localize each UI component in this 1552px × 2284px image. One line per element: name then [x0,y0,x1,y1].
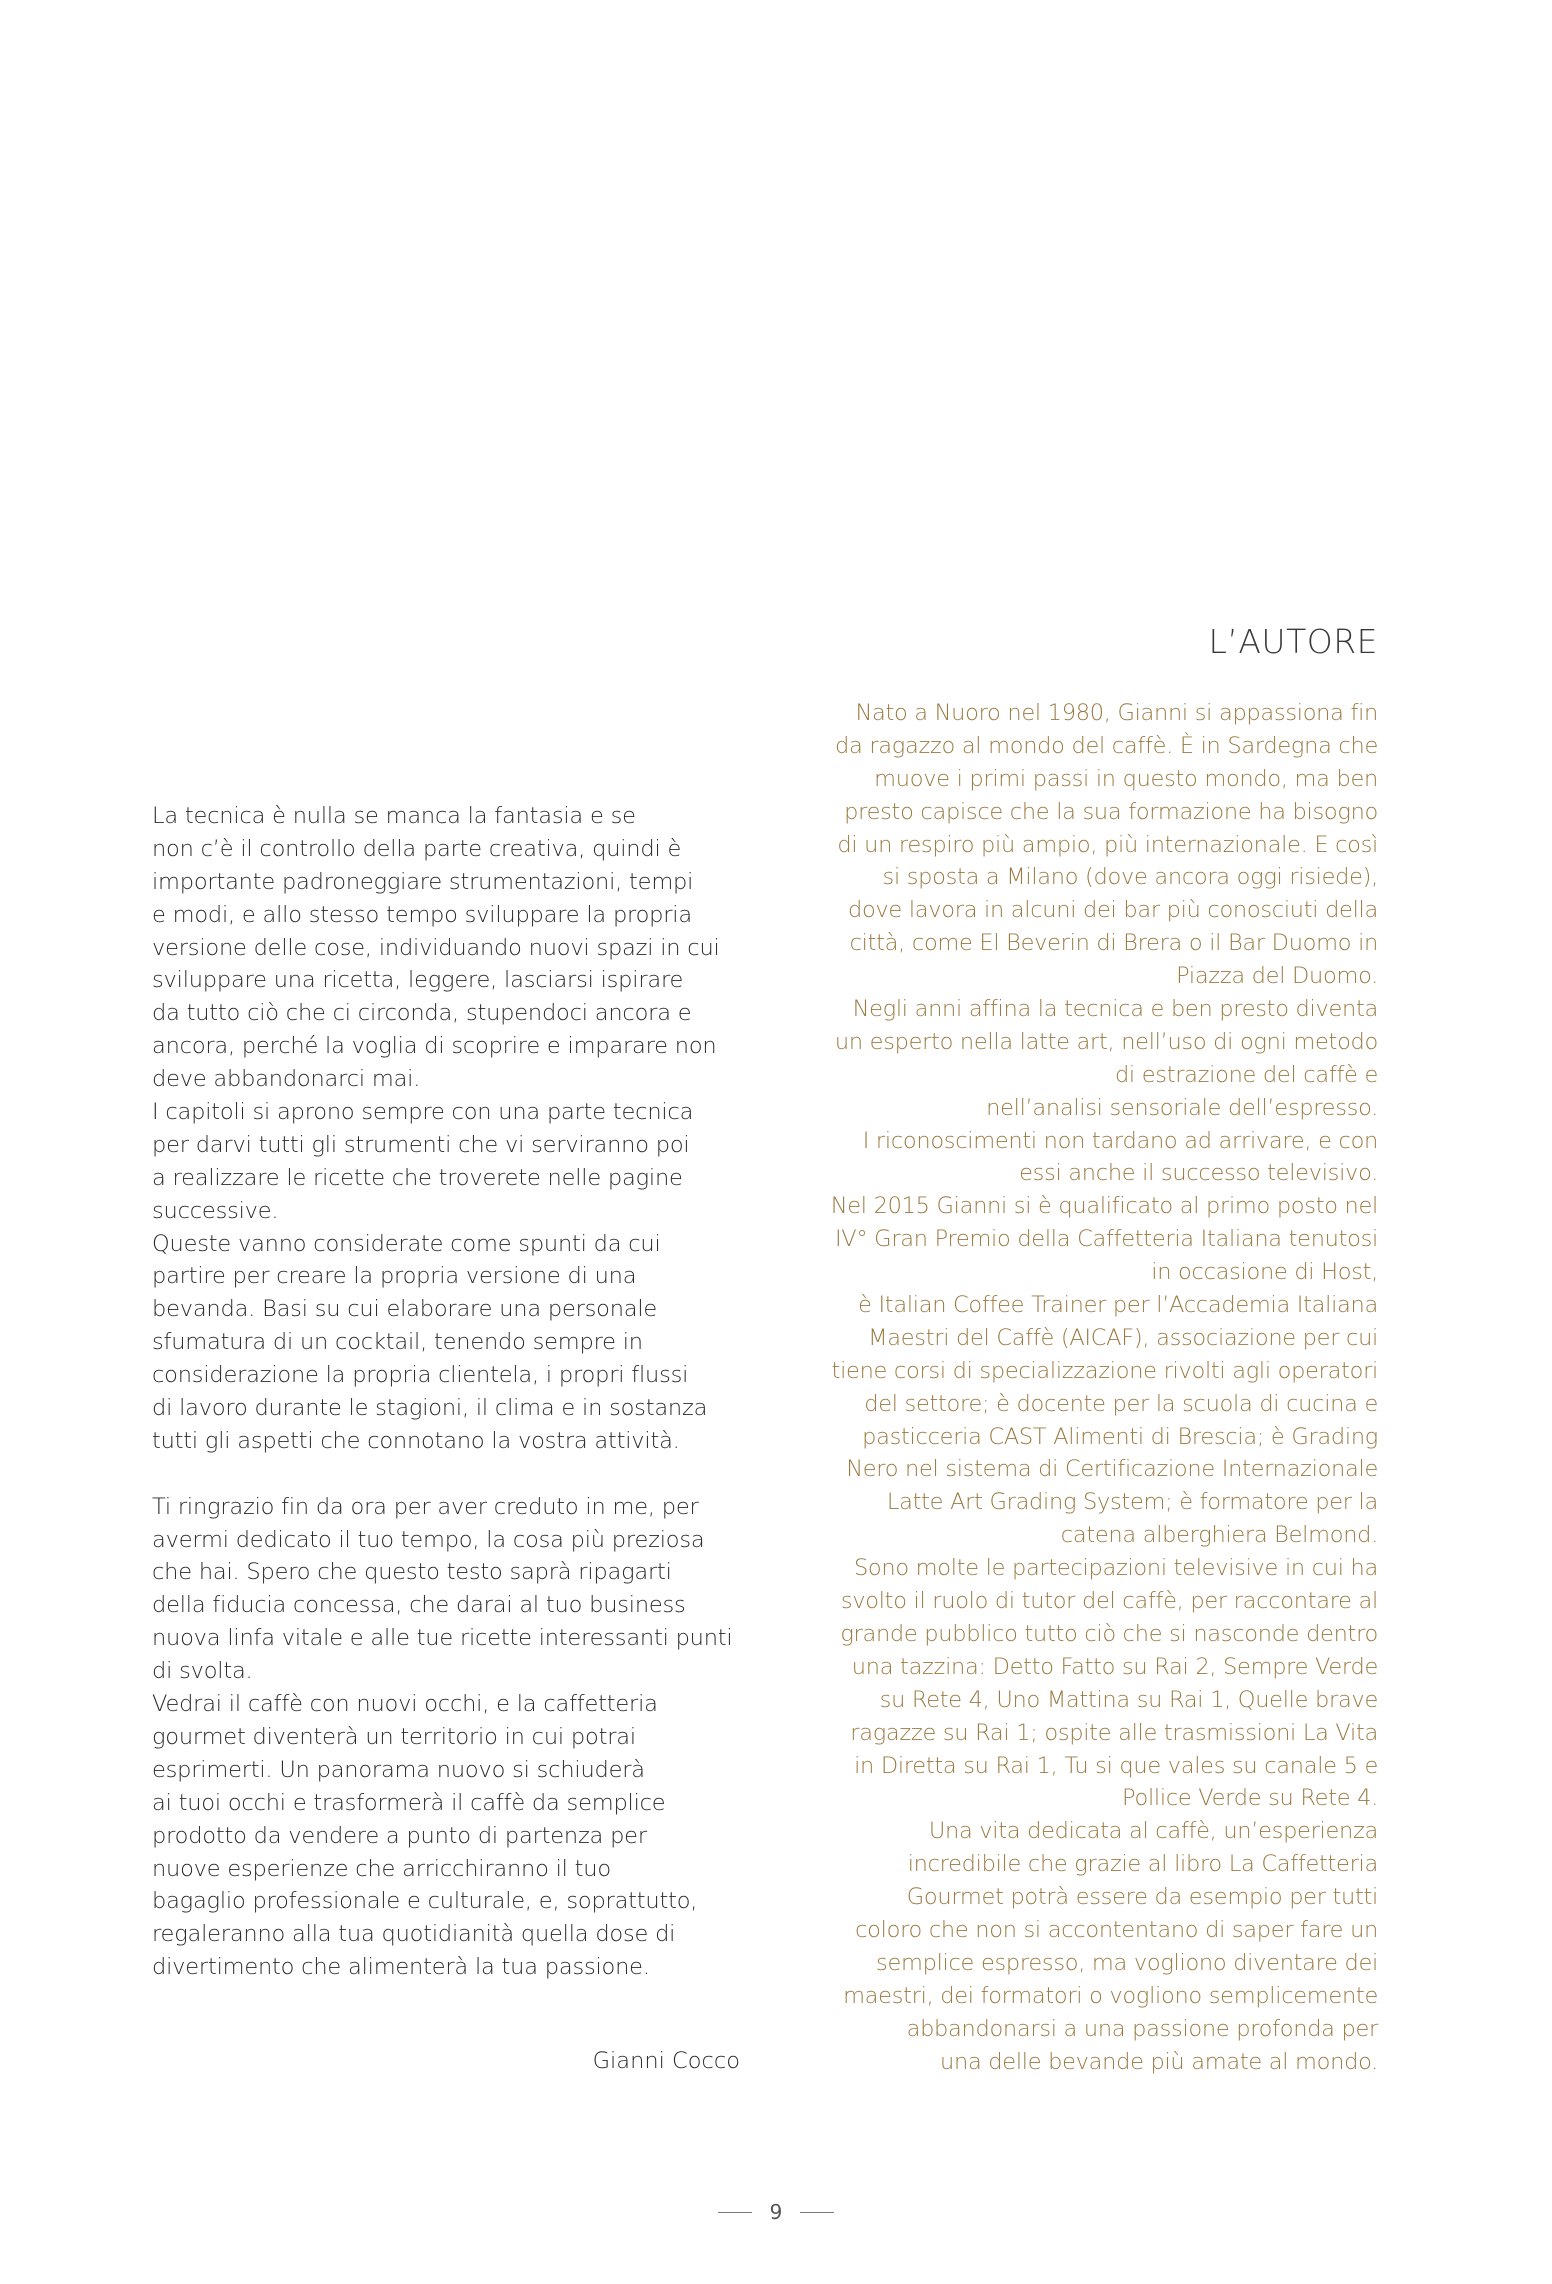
signature: Gianni Cocco [592,2048,740,2074]
intro-line: sfumatura di un cocktail, tenendo sempre in [152,1329,643,1356]
intro-line: nuova linfa vitale e alle tue ricette interessanti punti [152,1625,733,1652]
author-bio-line: abbandonarsi a una passione profonda per [906,2015,1378,2042]
intro-line: della fiducia concessa, che darai al tuo business [152,1592,686,1619]
author-bio-line: una tazzina: Detto Fatto su Rai 2, Sempre Verde [851,1653,1378,1680]
author-bio-line: essi anche il successo televisivo. [1019,1160,1378,1187]
intro-line [152,1458,752,1491]
author-bio-line: da ragazzo al mondo del caffè. È in Sardegna che [835,732,1378,759]
intro-line: gourmet diventerà un territorio in cui potrai [152,1723,636,1750]
intro-line: e modi, e allo stesso tempo sviluppare la propria [152,901,692,928]
page-footer [0,2200,1552,2224]
author-bio-line: Negli anni affina la tecnica e ben presto diventa [852,996,1378,1023]
author-bio-line: in occasione di Host, [1151,1259,1378,1286]
author-bio-line: tiene corsi di specializzazione rivolti agli operatori [831,1357,1378,1384]
author-bio-line: IV° Gran Premio della Caffetteria Italiana tenutosi [834,1226,1378,1253]
author-bio-line: nell’analisi sensoriale dell’espresso. [986,1094,1378,1121]
page-number: 9 [769,2200,783,2224]
author-bio-line: svolto il ruolo di tutor del caffè, per raccontare al [840,1588,1378,1615]
author-bio-line: ragazze su Rai 1; ospite alle trasmissioni La Vita [850,1719,1378,1746]
intro-line: La tecnica è nulla se manca la fantasia e se [152,803,636,829]
intro-line: di svolta. [152,1658,253,1685]
author-bio-line: Una vita dedicata al caffè, un’esperienza [928,1818,1378,1845]
intro-line: ancora, perché la voglia di scoprire e imparare non [152,1033,717,1060]
intro-text [152,800,752,1984]
author-bio-line: catena alberghiera Belmond. [1060,1522,1378,1549]
author-bio-line: di estrazione del caffè e [1114,1061,1378,1088]
intro-line: I capitoli si aprono sempre con una parte tecnica [152,1099,694,1126]
author-bio-line: città, come El Beverin di Brera o il Bar Duomo in [849,930,1378,957]
intro-line: da tutto ciò che ci circonda, stupendoci ancora e [152,1000,692,1027]
intro-line: a realizzare le ricette che troverete nelle pagine [152,1164,683,1191]
author-bio-line: in Diretta su Rai 1, Tu si que vales su canale 5 e [854,1752,1378,1779]
author-bio-line: semplice espresso, ma vogliono diventare dei [876,1949,1378,1976]
footer-dash-left [718,2212,752,2213]
author-bio-line: Gourmet potrà essere da esempio per tutti [906,1884,1378,1911]
intro-line: prodotto da vendere a punto di partenza per [152,1822,647,1849]
intro-line: partire per creare la propria versione di una [152,1263,637,1290]
intro-line: nuove esperienze che arricchiranno il tuo [152,1855,611,1882]
author-bio-line: si sposta a Milano (dove ancora oggi risiede), [882,864,1378,891]
author-bio-line: un esperto nella latte art, nell’uso di ogni metodo [834,1028,1378,1055]
intro-line: esprimerti. Un panorama nuovo si schiuderà [152,1756,645,1783]
intro-line: importante padroneggiare strumentazioni, tempi [152,868,694,895]
author-bio-line: di un respiro più ampio, più internazionale. E così [837,831,1378,858]
author-bio-line: Nel 2015 Gianni si è qualificato al primo posto nel [830,1193,1378,1220]
author-bio-line: Pollice Verde su Rete 4. [1122,1785,1378,1812]
intro-line: bagaglio professionale e culturale, e, soprattutto, [152,1888,698,1915]
author-bio-line: maestri, dei formatori o vogliono semplicemente [843,1982,1378,2009]
author-bio-line: dove lavora in alcuni dei bar più conosciuti della [847,897,1378,924]
intro-line: versione delle cose, individuando nuovi spazi in cui [152,934,720,961]
footer-dash-right [800,2212,834,2213]
intro-line: Queste vanno considerate come spunti da cui [152,1230,661,1257]
intro-line: deve abbandonarci mai. [152,1066,421,1093]
author-bio-line: muove i primi passi in questo mondo, ma ben [874,765,1378,792]
intro-line: di lavoro durante le stagioni, il clima e in sostanza [152,1395,708,1422]
intro-line: sviluppare una ricetta, leggere, lasciarsi ispirare [152,967,684,994]
author-bio-line: grande pubblico tutto ciò che si nasconde dentro [840,1620,1378,1647]
intro-line: non c’è il controllo della parte creativa, quindi è [152,835,682,862]
intro-line: avermi dedicato il tuo tempo, la cosa più preziosa [152,1526,705,1553]
intro-line: considerazione la propria clientela, i propri flussi [152,1362,689,1389]
intro-line: bevanda. Basi su cui elaborare una personale [152,1296,658,1323]
author-bio-line: del settore; è docente per la scuola di cucina e [864,1390,1378,1417]
author-bio-line: Sono molte le partecipazioni televisive in cui ha [853,1555,1378,1582]
author-bio [818,697,1378,2078]
author-bio-line: su Rete 4, Uno Mattina su Rai 1, Quelle brave [879,1686,1378,1713]
author-bio-line: Latte Art Grading System; è formatore per la [886,1489,1378,1516]
intro-line: Vedrai il caffè con nuovi occhi, e la caffetteria [152,1691,658,1718]
author-bio-line: è Italian Coffee Trainer per l’Accademia Italiana [858,1292,1378,1319]
intro-line: per darvi tutti gli strumenti che vi serviranno poi [152,1131,690,1158]
author-bio-line: Nero nel sistema di Certificazione Internazionale [846,1456,1378,1483]
author-bio-line: coloro che non si accontentano di saper fare un [855,1916,1378,1943]
intro-line: Ti ringrazio fin da ora per aver creduto in me, per [152,1493,699,1520]
intro-line: successive. [152,1197,279,1224]
author-bio-line: presto capisce che la sua formazione ha bisogno [844,798,1378,825]
intro-line: regaleranno alla tua quotidianità quella dose di [152,1921,676,1948]
author-bio-line: Nato a Nuoro nel 1980, Gianni si appassiona fin [855,700,1378,726]
author-bio-line: Piazza del Duomo. [1176,963,1378,990]
author-bio-line: pasticceria CAST Alimenti di Brescia; è Grading [862,1423,1378,1450]
author-bio-line: una delle bevande più amate al mondo. [940,2048,1378,2075]
intro-line: ai tuoi occhi e trasformerà il caffè da semplice [152,1789,666,1816]
intro-line: che hai. Spero che questo testo saprà ripagarti [152,1559,672,1586]
author-bio-line: I riconoscimenti non tardano ad arrivare, e con [862,1127,1378,1154]
author-bio-line: Maestri del Caffè (AICAF), associazione per cui [868,1324,1378,1351]
intro-line: tutti gli aspetti che connotano la vostra attività. [152,1427,680,1454]
author-bio-line: incredibile che grazie al libro La Caffetteria [907,1851,1378,1878]
author-heading: L’AUTORE [1208,622,1378,661]
intro-line: divertimento che alimenterà la tua passione. [152,1954,650,1981]
